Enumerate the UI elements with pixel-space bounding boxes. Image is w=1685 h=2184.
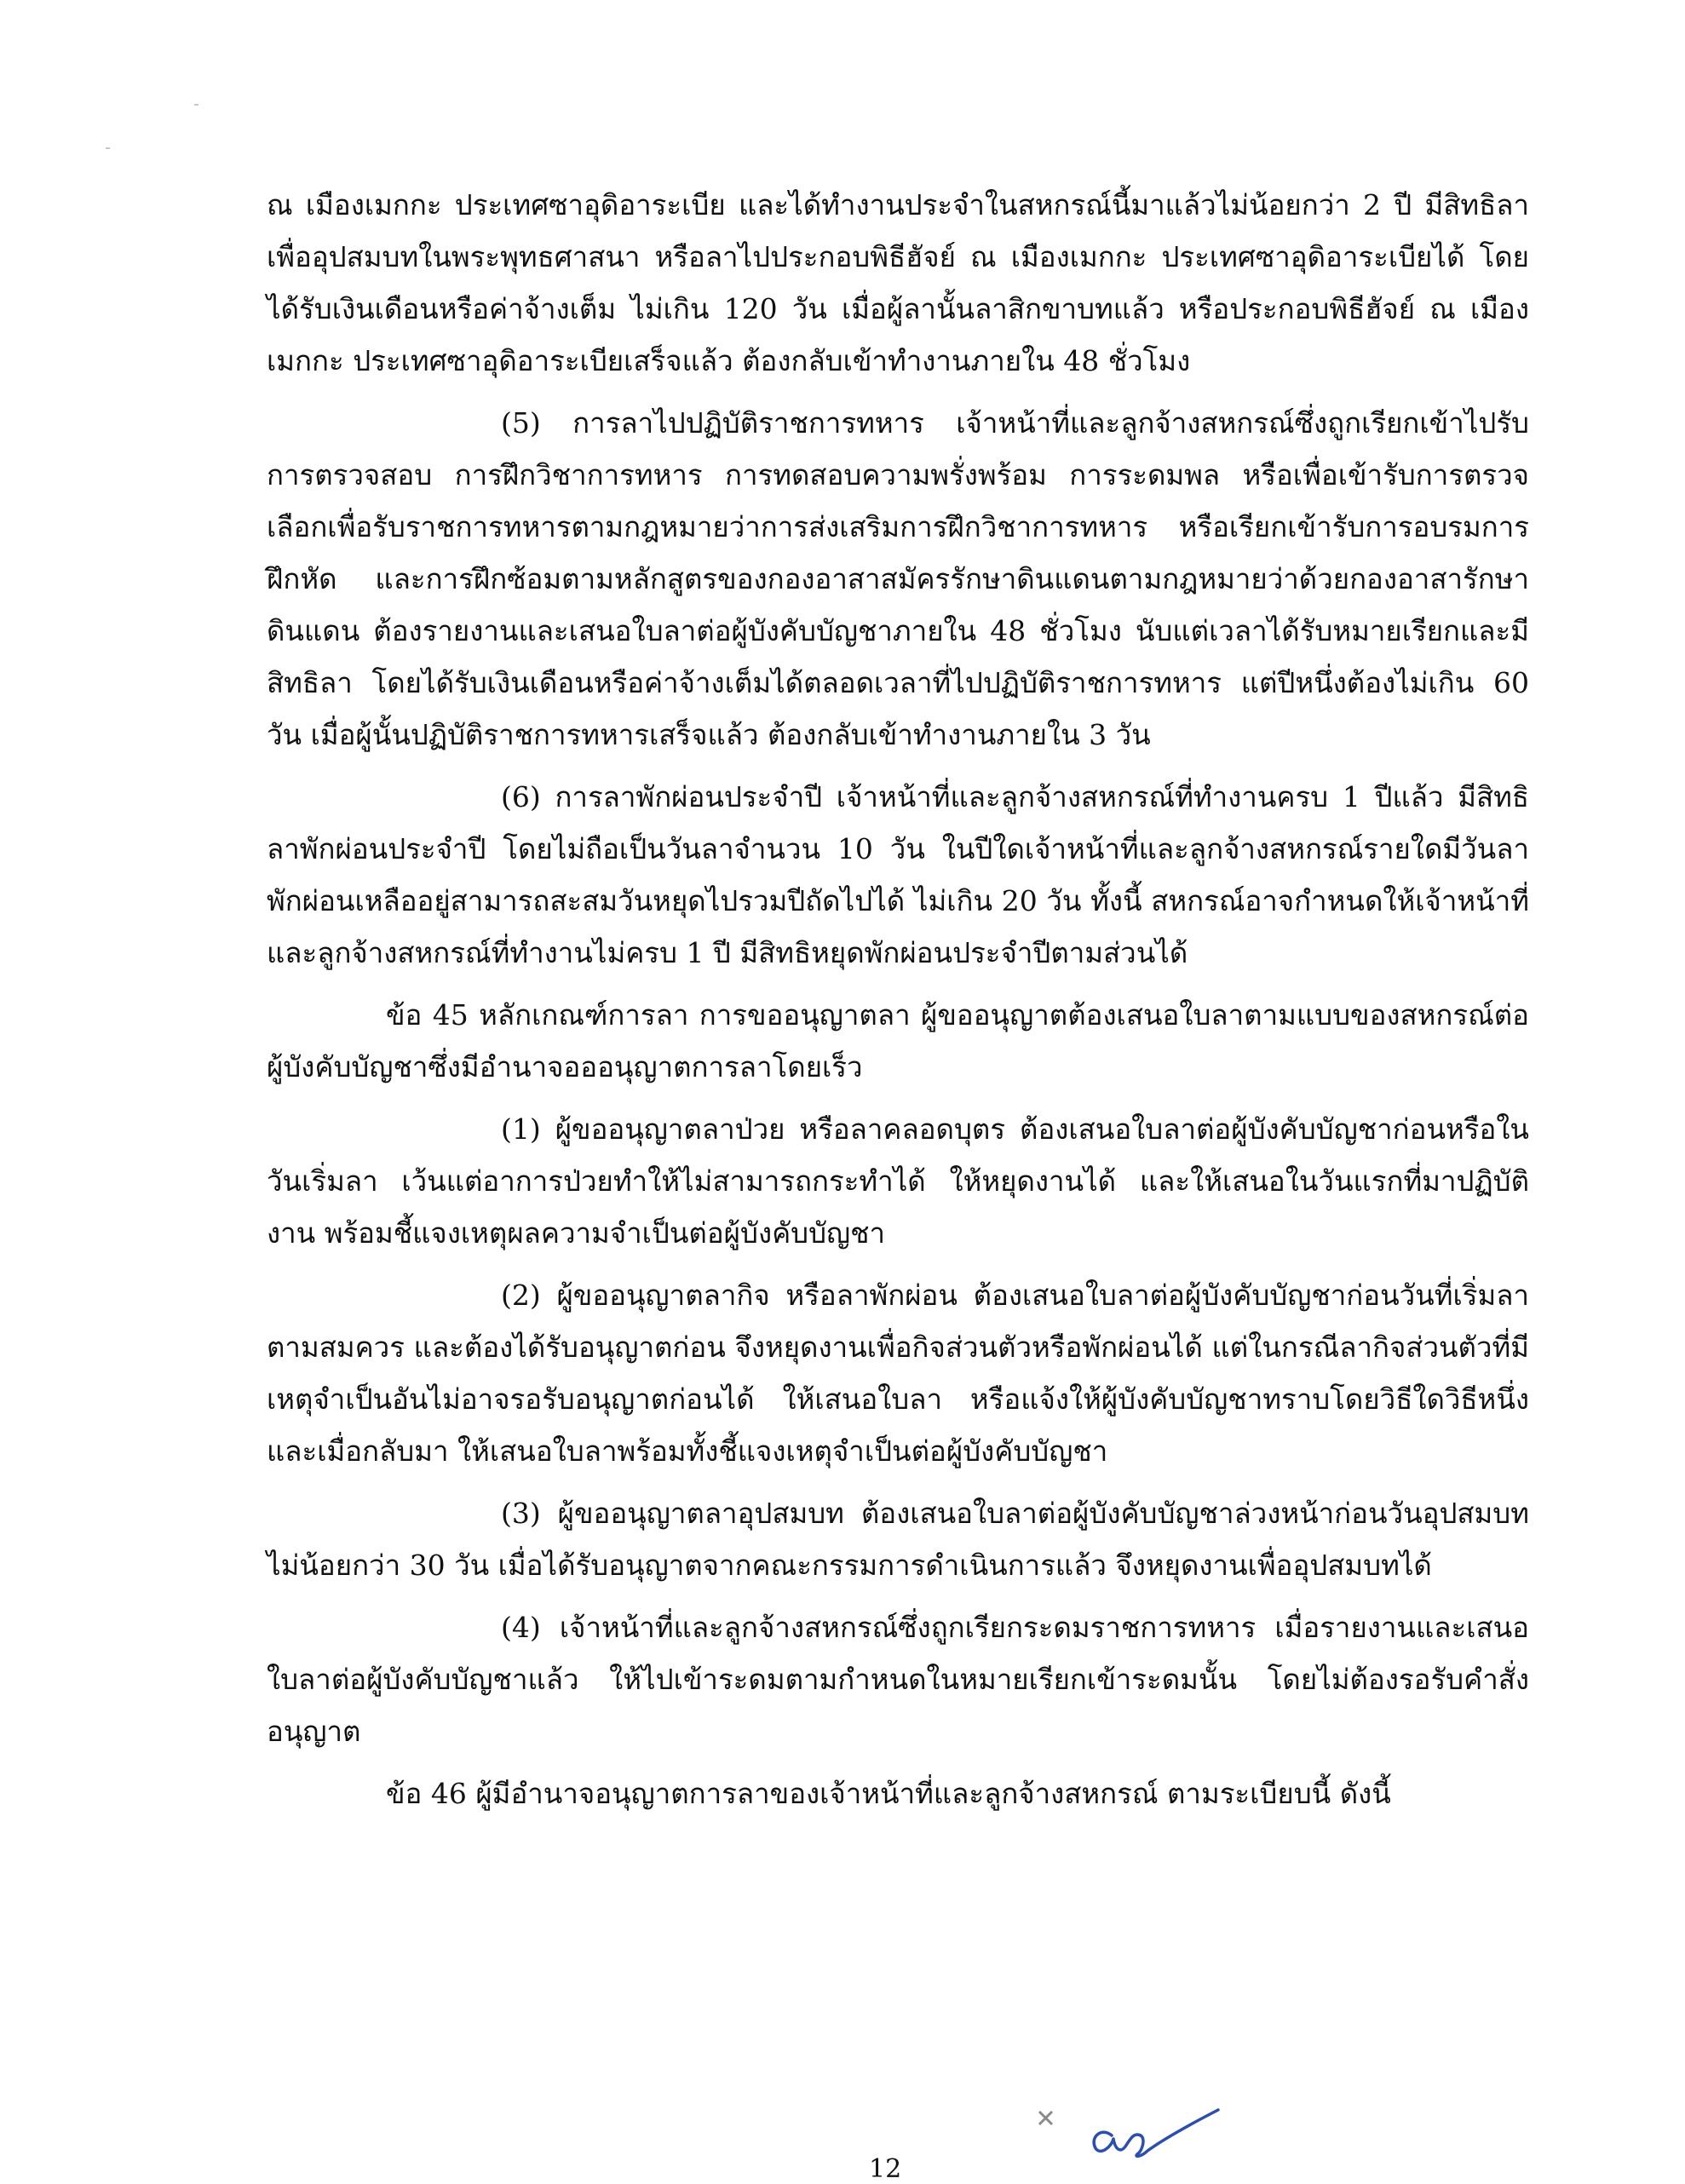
page-number: 12 (869, 2154, 902, 2184)
paragraph-military-mobilization: (4) เจ้าหน้าที่และลูกจ้างสหกรณ์ซึ่งถูกเรียกระดมราชการทหาร เมื่อรายงานและเสนอใบลาต่อผู้บังคับบัญชาแล้ว ให้ไปเข้าระดมตามกำหนดในหมายเรียกเข้าระดมนั้น โดยไม่ต้องรอรับคำสั่งอนุญาต (267, 1611, 1529, 1748)
paragraph-continuation: ณ เมืองเมกกะ ประเทศซาอุดิอาระเบีย และได้ทำงานประจำในสหกรณ์นี้มาแล้วไม่น้อยกว่า 2 ปี มีสิทธิลาเพื่ออุปสมบทในพระพุทธศาสนา หรือลาไปประกอบพิธีฮัจย์ ณ เมืองเมกกะ ประเทศซาอุดิอาระเบียได้ โดยได้รับเงินเดือนหรือค่าจ้างเต็ม ไม่เกิน 120 วัน เมื่อผู้ลานั้นลาสิกขาบทแล้ว หรือประกอบพิธีฮัจย์ ณ เมืองเมกกะ ประเทศซาอุดิอาระเบียเสร็จแล้ว ต้องกลับเข้าทำงานภายใน 48 ชั่วโมง (267, 188, 1529, 377)
scan-speck (106, 147, 110, 149)
paragraph-clause-45: ข้อ 45 หลักเกณฑ์การลา การขออนุญาตลา ผู้ขออนุญาตต้องเสนอใบลาตามแบบของสหกรณ์ต่อผู้บังคับบัญชาซึ่งมีอำนาจอออนุญาตการลาโดยเร็ว (267, 998, 1529, 1083)
scan-speck (194, 104, 198, 106)
paragraph-clause-46: ข้อ 46 ผู้มีอำนาจอนุญาตการลาของเจ้าหน้าที่และลูกจ้างสหกรณ์ ตามระเบียบนี้ ดังนี้ (386, 1777, 1391, 1810)
paragraph-sick-leave-request: (1) ผู้ขออนุญาตลาป่วย หรือลาคลอดบุตร ต้องเสนอใบลาต่อผู้บังคับบัญชาก่อนหรือในวันเริ่มลา เว้นแต่อาการป่วยทำให้ไม่สามารถกระทำได้ ให้หยุดงานได้ และให้เสนอในวันแรกที่มาปฏิบัติงาน พร้อมชี้แจงเหตุผลความจำเป็นต่อผู้บังคับบัญชา (267, 1112, 1529, 1250)
paragraph-annual-leave: (6) การลาพักผ่อนประจำปี เจ้าหน้าที่และลูกจ้างสหกรณ์ที่ทำงานครบ 1 ปีแล้ว มีสิทธิลาพักผ่อนประจำปี โดยไม่ถือเป็นวันลาจำนวน 10 วัน ในปีใดเจ้าหน้าที่และลูกจ้างสหกรณ์รายใดมีวันลาพักผ่อนเหลืออยู่สามารถสะสมวันหยุดไปรวมปีถัดไปได้ ไม่เกิน 20 วัน ทั้งนี้ สหกรณ์อาจกำหนดให้เจ้าหน้าที่และลูกจ้างสหกรณ์ที่ทำงานไม่ครบ 1 ปี มีสิทธิหยุดพักผ่อนประจำปีตามส่วนได้ (267, 780, 1529, 969)
signature-mark (1018, 2100, 1308, 2168)
paragraph-ordination-leave-request: (3) ผู้ขออนุญาตลาอุปสมบท ต้องเสนอใบลาต่อผู้บังคับบัญชาล่วงหน้าก่อนวันอุปสมบทไม่น้อยกว่า 30 วัน เมื่อได้รับอนุญาตจากคณะกรรมการดำเนินการแล้ว จึงหยุดงานเพื่ออุปสมบทได้ (267, 1497, 1529, 1582)
handwritten-signature (1094, 2110, 1218, 2156)
document-body (267, 179, 1529, 1830)
paragraph-personal-leave-request: (2) ผู้ขออนุญาตลากิจ หรือลาพักผ่อน ต้องเสนอใบลาต่อผู้บังคับบัญชาก่อนวันที่เริ่มลาตามสมควร และต้องได้รับอนุญาตก่อน จึงหยุดงานเพื่อกิจส่วนตัวหรือพักผ่อนได้ แต่ในกรณีลากิจส่วนตัวที่มีเหตุจำเป็นอันไม่อาจรอรับอนุญาตก่อนได้ ให้เสนอใบลา หรือแจ้งให้ผู้บังคับบัญชาทราบโดยวิธีใดวิธีหนึ่ง และเมื่อกลับมา ให้เสนอใบลาพร้อมทั้งชี้แจงเหตุจำเป็นต่อผู้บังคับบัญชา (267, 1279, 1529, 1468)
cross-mark (1039, 2112, 1052, 2124)
paragraph-military-leave: (5) การลาไปปฏิบัติราชการทหาร เจ้าหน้าที่และลูกจ้างสหกรณ์ซึ่งถูกเรียกเข้าไปรับการตรวจสอบ การฝึกวิชาการทหาร การทดสอบความพรั่งพร้อม การระดมพล หรือเพื่อเข้ารับการตรวจเลือกเพื่อรับราชการทหารตามกฎหมายว่าการส่งเสริมการฝึกวิชาการทหาร หรือเรียกเข้ารับการอบรมการฝึกหัด และการฝึกซ้อมตามหลักสูตรของกองอาสาสมัครรักษาดินแดนตามกฎหมายว่าด้วยกองอาสารักษาดินแดน ต้องรายงานและเสนอใบลาต่อผู้บังคับบัญชาภายใน 48 ชั่วโมง นับแต่เวลาได้รับหมายเรียกและมีสิทธิลา โดยได้รับเงินเดือนหรือค่าจ้างเต็มได้ตลอดเวลาที่ไปปฏิบัติราชการทหาร แต่ปีหนึ่งต้องไม่เกิน 60 วัน เมื่อผู้นั้นปฏิบัติราชการทหารเสร็จแล้ว ต้องกลับเข้าทำงานภายใน 3 วัน (267, 406, 1529, 751)
